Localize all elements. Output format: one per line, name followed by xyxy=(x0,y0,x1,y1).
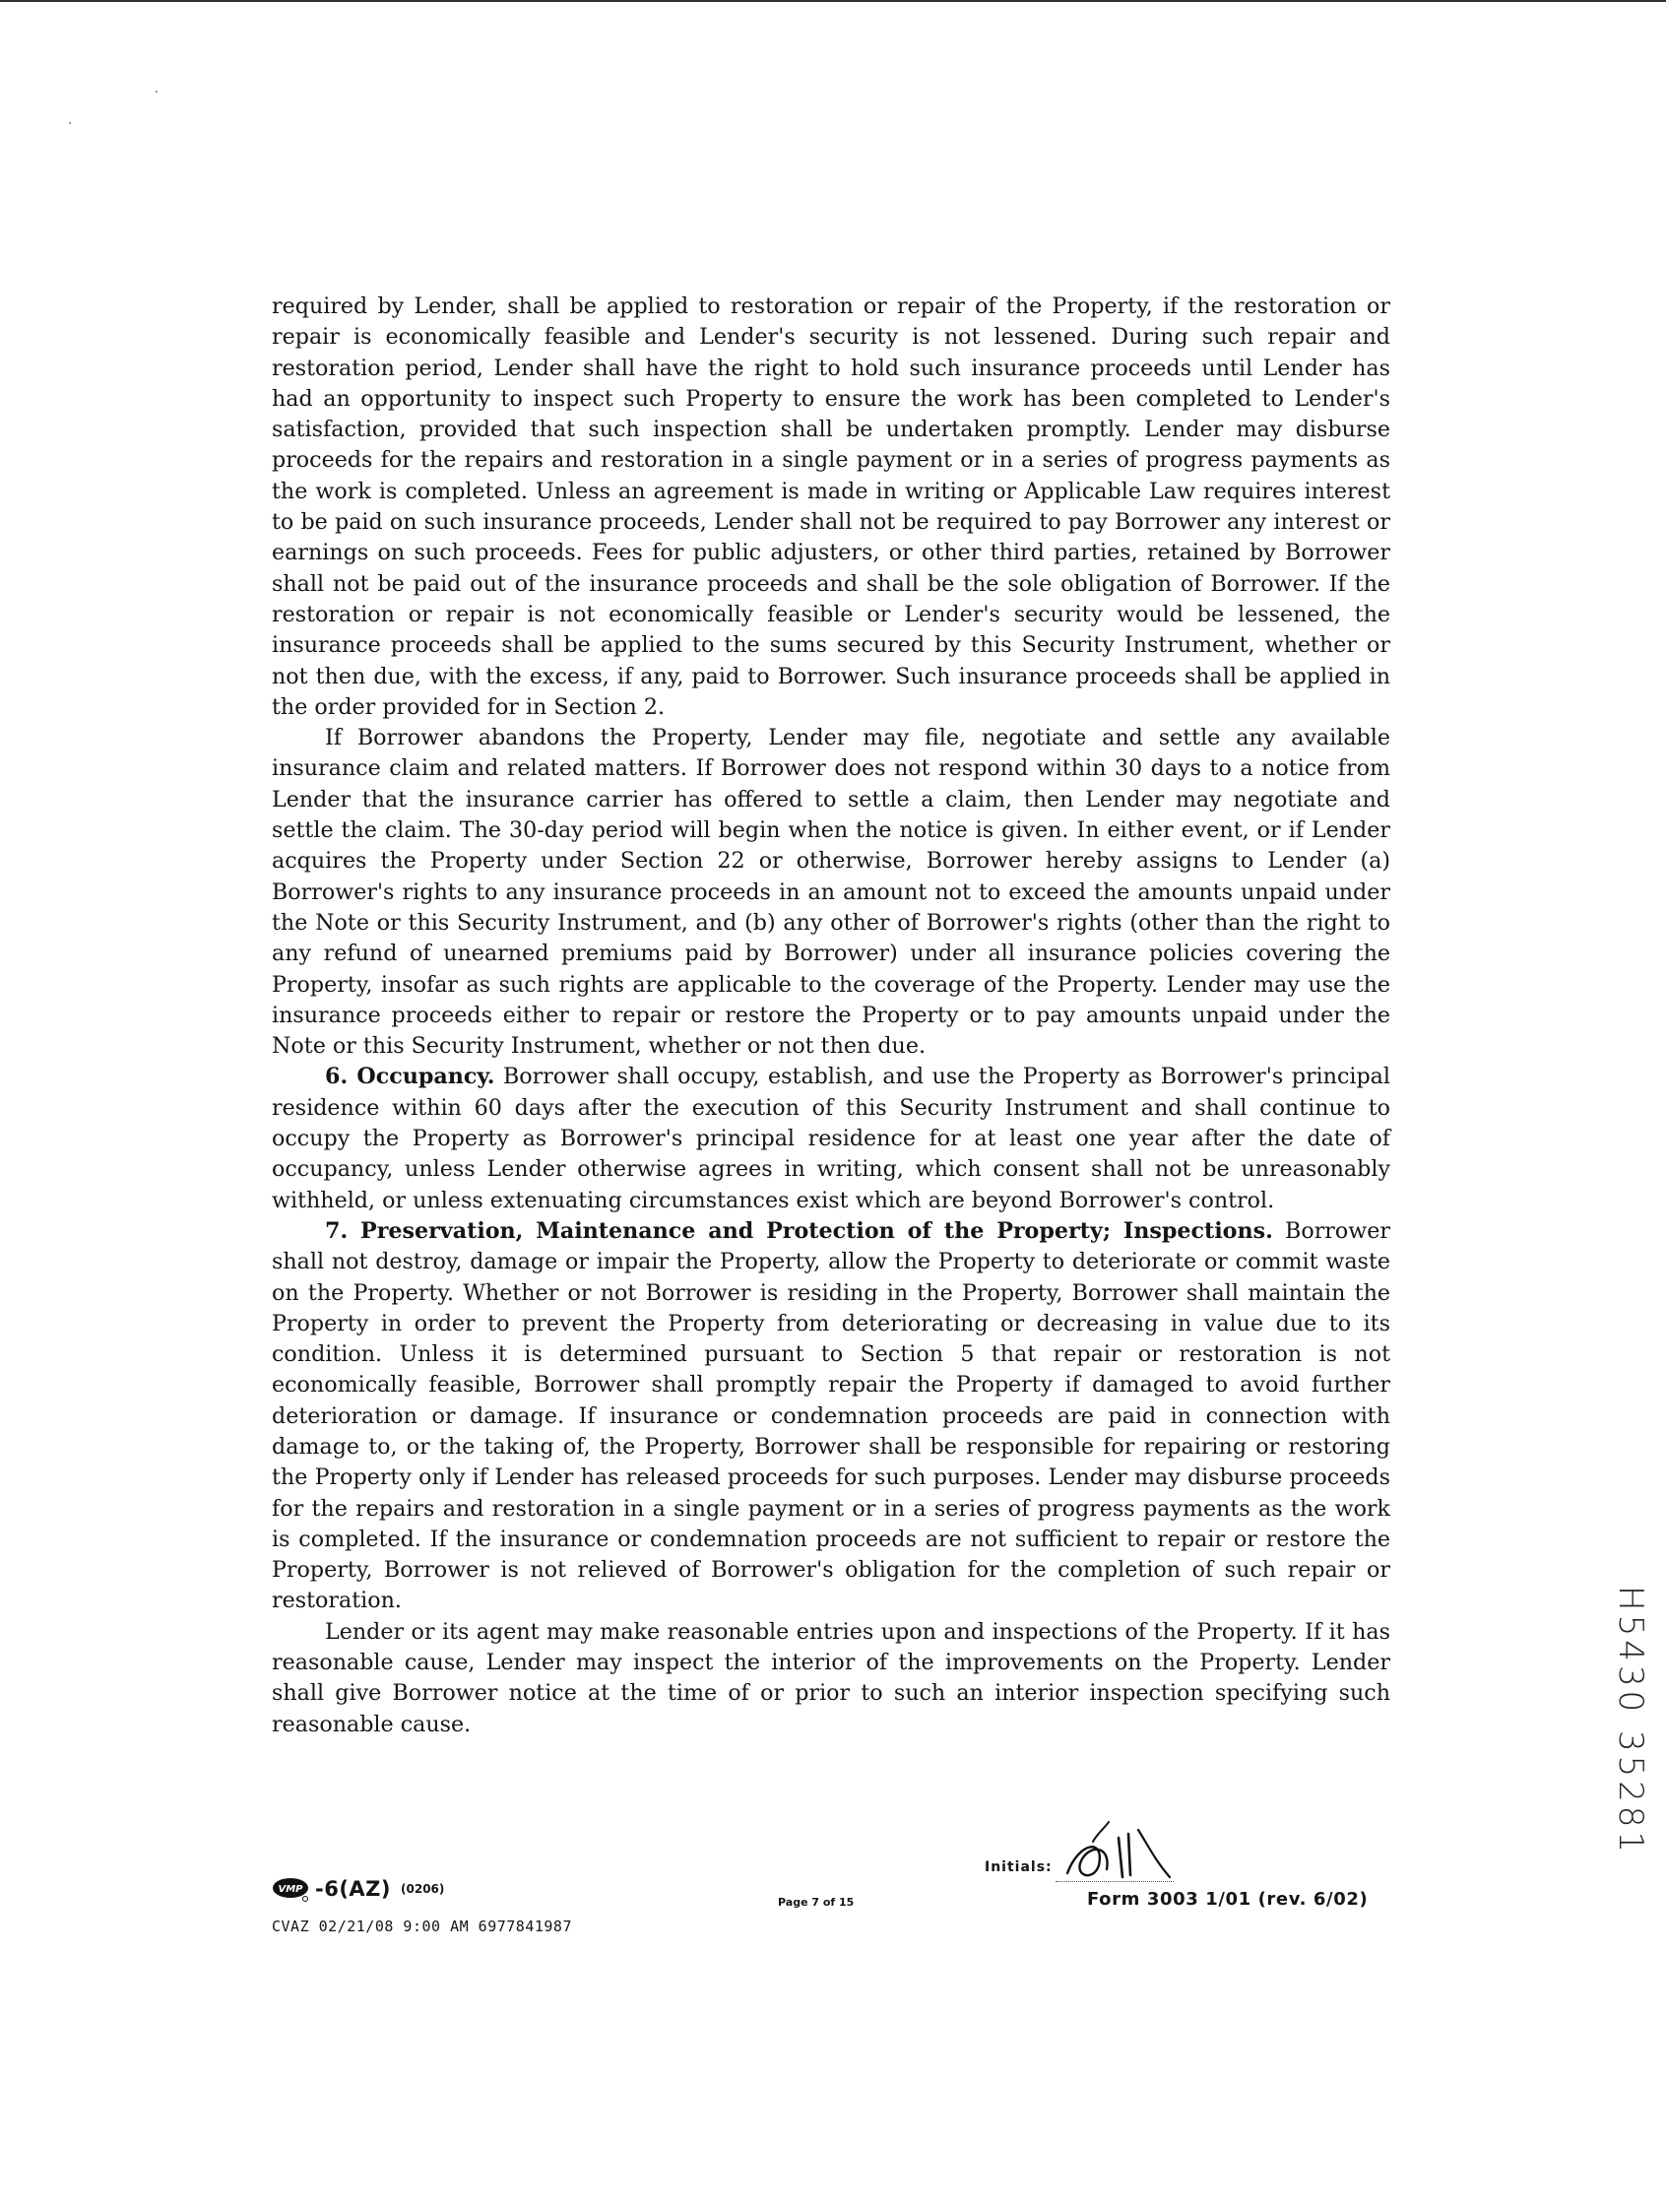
section-6-occupancy xyxy=(272,1062,1390,1215)
scan-top-edge xyxy=(0,0,1666,2)
paragraph-text: Borrower shall not destroy, damage or impair the Property, allow the Property to deteriorate or commit waste on the Property. Whether or not Borrower is residing in the Property, Borrower shall maintain the Property in order to prevent the Property from deteriorating or decreasing in value due to its condition. Unless it is determined pursuant to Section 5 that repair or restoration is not economically feasible, Borrower shall promptly repair the Property if damaged to avoid further deterioration or damage. If insurance or condemnation proceeds are paid in connection with damage to, or the taking of, the Property, Borrower shall be responsible for repairing or restoring the Property only if Lender has released proceeds for such purposes. Lender may disburse proceeds for the repairs and restoration in a single payment or in a series of progress payments as the work is completed. If the insurance or condemnation proceeds are not sufficient to repair or restore the Property, Borrower is not relieved of Borrower's obligation for the completion of such repair or restoration. xyxy=(272,1217,1390,1614)
paragraph-text: Lender or its agent may make reasonable entries upon and inspections of the Property. If it has reasonable cause, Lender may inspect the interior of the improvements on the Property. Lender shall give Borrower notice at the time of or prior to such an interior inspection specifying such reasonable cause. xyxy=(272,1618,1390,1737)
paragraph-text: required by Lender, shall be applied to restoration or repair of the Property, if the restoration or repair is economically feasible and Lender's security is not lessened. During such repair and restoration period, Lender shall have the right to hold such insurance proceeds until Lender has had an opportunity to inspect such Property to ensure the work has been completed to Lender's satisfaction, provided that such inspection shall be undertaken promptly. Lender may disburse proceeds for the repairs and restoration in a single payment or in a series of progress payments as the work is completed. Unless an agreement is made in writing or Applicable Law requires interest to be paid on such insurance proceeds, Lender shall not be required to pay Borrower any interest or earnings on such proceeds. Fees for public adjusters, or other third parties, retained by Borrower shall not be paid out of the insurance proceeds and shall be the sole obligation of Borrower. If the restoration or repair is not economically feasible or Lender's security would be lessened, the insurance proceeds shall be applied to the sums secured by this Security Instrument, whether or not then due, with the excess, if any, paid to Borrower. Such insurance proceeds shall be applied in the order provided for in Section 2. xyxy=(272,293,1390,720)
form-code-date: (0206) xyxy=(401,1882,445,1896)
form-code: -6(AZ) xyxy=(315,1877,392,1901)
page-number: Page 7 of 15 xyxy=(778,1896,855,1909)
document-body xyxy=(272,292,1390,1740)
footer-form-info xyxy=(272,1874,572,1935)
initials-line xyxy=(1056,1881,1174,1882)
paragraph-inspections xyxy=(272,1617,1390,1740)
section-heading: 7. Preservation, Maintenance and Protection of the Property; Inspections. xyxy=(325,1217,1273,1244)
paragraph-abandonment xyxy=(272,723,1390,1062)
initials-block xyxy=(985,1812,1182,1891)
paragraph-insurance-proceeds xyxy=(272,292,1390,723)
scan-speck xyxy=(69,122,71,124)
document-number-stamp: H5430 35281 xyxy=(1611,1586,1650,1857)
logo-text: VMP xyxy=(278,1884,303,1895)
paragraph-text: Borrower shall occupy, establish, and use the Property as Borrower's principal residence within 60 days after the execution of this Security Instrument and shall continue to occupy the Property as Borrower's principal residence for at least one year after the date of occupancy, unless Lender otherwise agrees in writing, which consent shall not be unreasonably withheld, or unless extenuating circumstances exist which are beyond Borrower's control. xyxy=(272,1064,1390,1213)
print-stamp: CVAZ 02/21/08 9:00 AM 6977841987 xyxy=(272,1918,572,1935)
section-heading: 6. Occupancy. xyxy=(325,1064,495,1090)
scan-speck xyxy=(156,91,158,93)
paragraph-text: If Borrower abandons the Property, Lender may file, negotiate and settle any available insurance claim and related matters. If Borrower does not respond within 30 days to a notice from Lender that the insurance carrier has offered to settle a claim, then Lender may negotiate and settle the claim. The 30-day period will begin when the notice is given. In either event, or if Lender acquires the Property under Section 22 or otherwise, Borrower hereby assigns to Lender (a) Borrower's rights to any insurance proceeds in an amount not to exceed the amounts unpaid under the Note or this Security Instrument, and (b) any other of Borrower's rights (other than the right to any refund of unearned premiums paid by Borrower) under all insurance policies covering the Property, insofar as such rights are applicable to the coverage of the Property. Lender may use the insurance proceeds either to repair or restore the Property or to pay amounts unpaid under the Note or this Security Instrument, whether or not then due. xyxy=(272,725,1390,1060)
section-7-preservation xyxy=(272,1216,1390,1617)
vmp-logo-icon xyxy=(272,1876,311,1902)
handwritten-initials-signature xyxy=(1054,1812,1182,1891)
initials-label: Initials: xyxy=(985,1859,1053,1875)
form-identifier: Form 3003 1/01 (rev. 6/02) xyxy=(1087,1889,1369,1910)
